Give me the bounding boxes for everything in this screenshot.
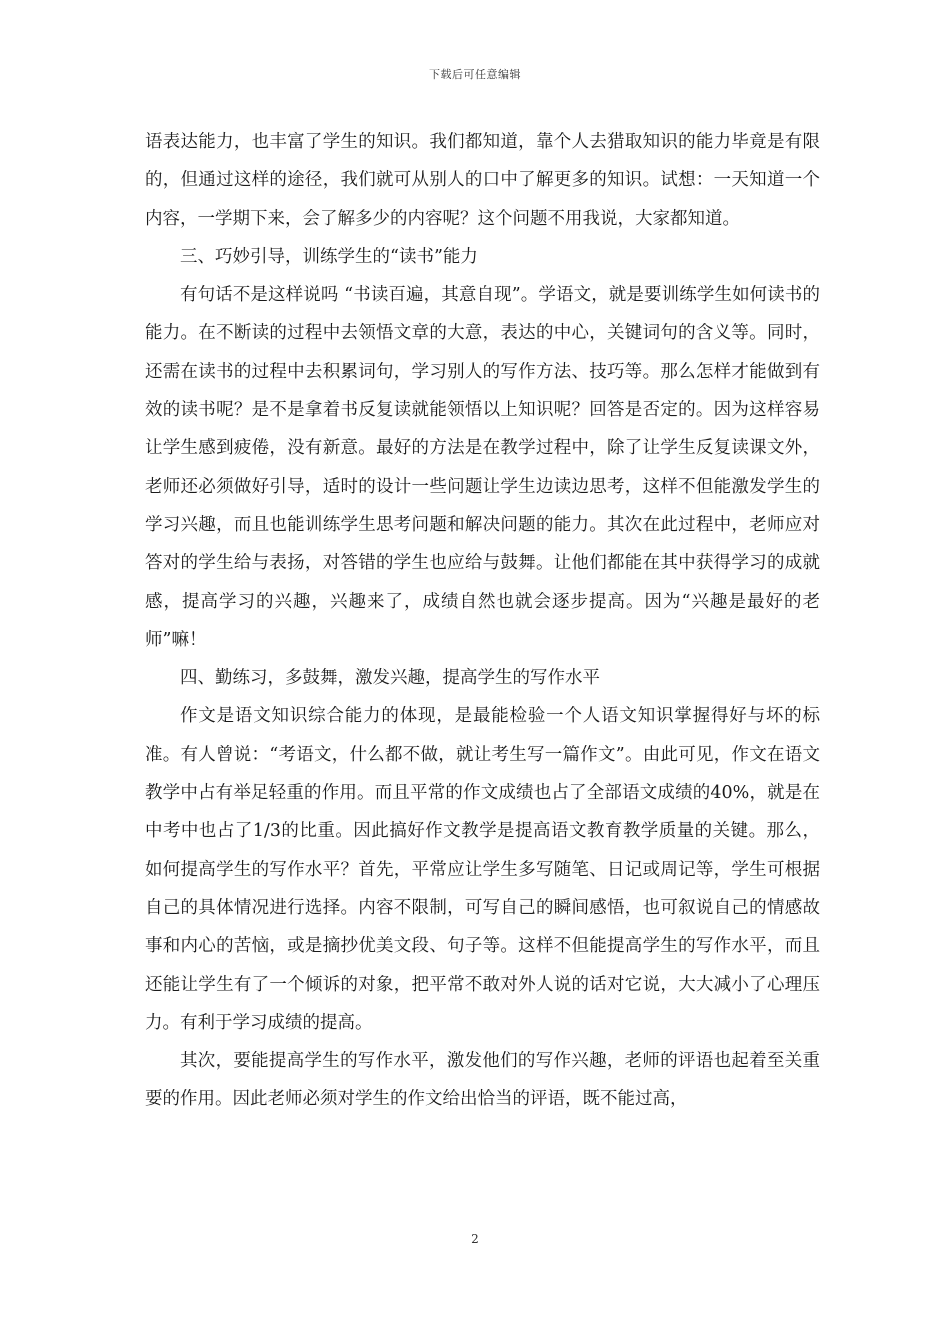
page-number: 2	[471, 1232, 479, 1246]
page-header: 下载后可任意编辑	[429, 68, 521, 81]
section-heading-4: 四、勤练习，多鼓舞，激发兴趣，提高学生的写作水平	[180, 668, 600, 689]
paragraph-reading: 有句话不是这样说吗 “书读百遍，其意自现”。学语文，就是要训练学生如何读书的能力。在不断读的过程中去领悟文章的大意，表达的中心，关键词句的含义等。同时，还需在读书的过程中去积累词句，学习别人的写作方法、技巧等。那么怎样才能做到有效的读书呢？是不是拿着书反复读就能领悟以上知识呢？回答是否定的。因为这样容易让学生感到疲倦，没有新意。最好的方法是在教学过程中，除了让学生反复读课文外，老师还必须做好引导，适时的设计一些问题让学生边读边思考，这样不但能激发学生的学习兴趣，而且也能训练学生思考问题和解决问题的能力。其次在此过程中，老师应对答对的学生给与表扬，对答错的学生也应给与鼓舞。让他们都能在其中获得学习的成就感，提高学习的兴趣，兴趣来了，成绩自然也就会逐步提高。因为“兴趣是最好的老师”嘛！	[145, 285, 820, 650]
paragraph-continued: 语表达能力，也丰富了学生的知识。我们都知道，靠个人去猎取知识的能力毕竟是有限的，但通过这样的途径，我们就可从别人的口中了解更多的知识。试想：一天知道一个内容，一学期下来，会了解多少的内容呢？这个问题不用我说，大家都知道。	[145, 132, 820, 229]
document-body	[145, 123, 820, 1119]
paragraph-comments: 其次，要能提高学生的写作水平，激发他们的写作兴趣，老师的评语也起着至关重要的作用。因此老师必须对学生的作文给出恰当的评语，既不能过高，	[145, 1051, 820, 1110]
section-heading-3: 三、巧妙引导，训练学生的“读书”能力	[180, 246, 478, 267]
paragraph-writing: 作文是语文知识综合能力的体现，是最能检验一个人语文知识掌握得好与坏的标准。有人曾说：“考语文，什么都不做，就让考生写一篇作文”。由此可见，作文在语文教学中占有举足轻重的作用。而且平常的作文成绩也占了全部语文成绩的40%，就是在中考中也占了1/3的比重。因此搞好作文教学是提高语文教育教学质量的关键。那么，如何提高学生的写作水平？首先，平常应让学生多写随笔、日记或周记等，学生可根据自己的具体情况进行选择。内容不限制，可写自己的瞬间感悟，也可叙说自己的情感故事和内心的苦恼，或是摘抄优美文段、句子等。这样不但能提高学生的写作水平，而且还能让学生有了一个倾诉的对象，把平常不敢对外人说的话对它说，大大减小了心理压力。有利于学习成绩的提高。	[145, 706, 820, 1033]
